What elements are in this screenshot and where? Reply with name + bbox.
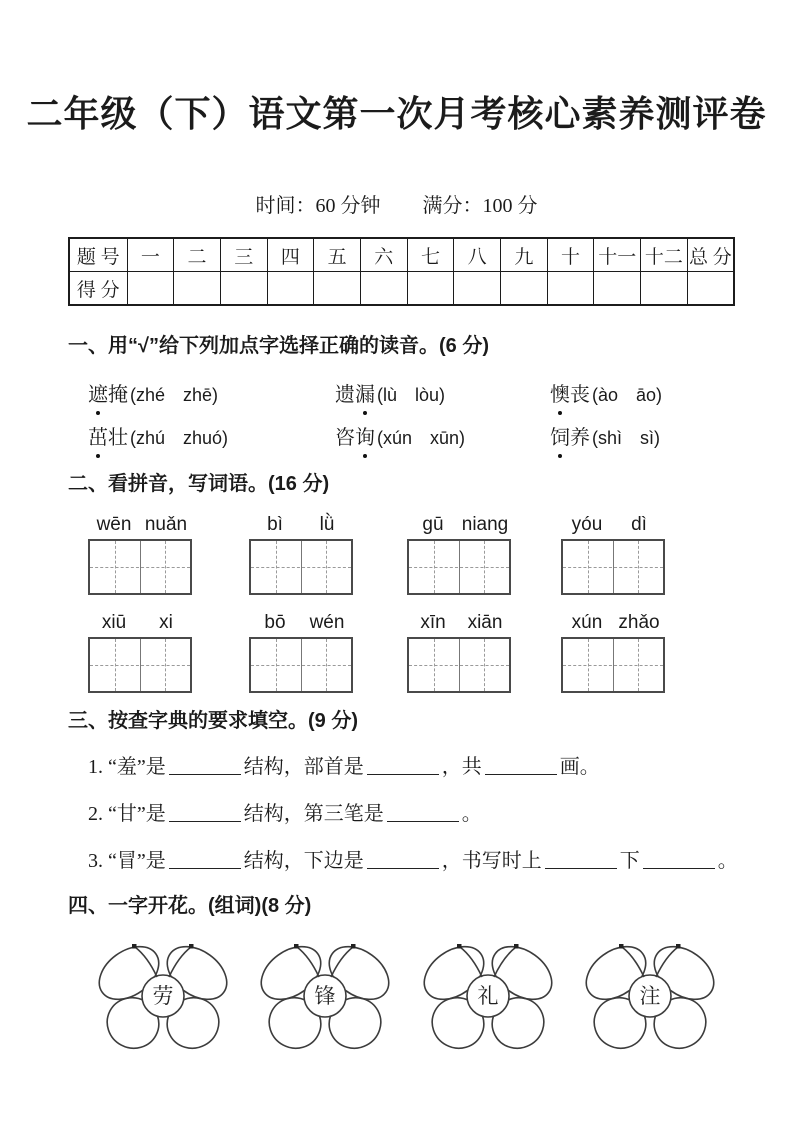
- pinyin-word-group: [249, 612, 353, 693]
- item-text: 3. “冒”是: [88, 850, 166, 872]
- score-cell[interactable]: [174, 272, 221, 306]
- item-text: 结构，第三笔是: [243, 803, 384, 825]
- time-limit-label: 时间：60 分钟: [255, 195, 381, 217]
- pinyin-word-group: [88, 514, 192, 595]
- pinyin-options: (zhé zhē): [130, 385, 219, 405]
- word-text: 饲养: [550, 427, 590, 449]
- column-header: 十二: [641, 238, 688, 272]
- fill-in-blank[interactable]: [169, 849, 241, 869]
- writing-grid[interactable]: [88, 539, 192, 595]
- score-cell[interactable]: [501, 272, 548, 306]
- flower-center-char: 劳: [152, 984, 174, 1008]
- column-header: 九: [501, 238, 548, 272]
- column-header: 八: [454, 238, 501, 272]
- column-header: 总 分: [687, 238, 734, 272]
- pinyin-word-group: [561, 612, 665, 693]
- pinyin-word-group: [249, 514, 353, 595]
- word-text: 咨询: [335, 427, 375, 449]
- score-table-header-row: [69, 238, 734, 272]
- item-text: ，书写时上: [441, 850, 542, 872]
- pinyin-label: wēn nuǎn: [96, 514, 188, 535]
- pronunciation-item[interactable]: [88, 421, 228, 450]
- column-header: 十一: [594, 238, 641, 272]
- dictionary-item: [88, 797, 482, 826]
- pinyin-word-group: [561, 514, 665, 595]
- item-text: 1. “羞”是: [88, 756, 166, 778]
- pinyin-word-group: [407, 514, 511, 595]
- pinyin-options: (ào āo): [592, 385, 663, 405]
- pronunciation-item[interactable]: [335, 378, 445, 407]
- writing-grid[interactable]: [249, 539, 353, 595]
- pinyin-label: bì lǜ: [267, 514, 335, 535]
- section2-heading: 二、看拼音，写词语。(16 分): [68, 473, 330, 495]
- word-flower[interactable]: [413, 936, 563, 1058]
- item-text: ，共: [441, 756, 482, 778]
- column-header: 二: [174, 238, 221, 272]
- writing-grid[interactable]: [249, 637, 353, 693]
- page-title: 二年级（下）语文第一次月考核心素养测评卷: [26, 93, 767, 134]
- item-text: 。: [717, 850, 738, 872]
- column-header: 三: [220, 238, 267, 272]
- score-cell[interactable]: [547, 272, 594, 306]
- word-text: 遮掩: [88, 384, 128, 406]
- dotted-char: 遮: [88, 378, 108, 407]
- item-text: 结构，下边是: [243, 850, 364, 872]
- score-cell[interactable]: [687, 272, 734, 306]
- writing-grid[interactable]: [407, 637, 511, 693]
- pinyin-label: xún zhǎo: [571, 612, 660, 633]
- dotted-char: 饲: [550, 421, 570, 450]
- item-text: 画。: [559, 756, 600, 778]
- fill-in-blank[interactable]: [643, 849, 715, 869]
- score-cell[interactable]: [220, 272, 267, 306]
- dotted-char: 询: [355, 421, 375, 450]
- score-cell[interactable]: [641, 272, 688, 306]
- word-text: 遗漏: [335, 384, 375, 406]
- score-table-score-row: [69, 272, 734, 306]
- fill-in-blank[interactable]: [367, 849, 439, 869]
- fill-in-blank[interactable]: [367, 755, 439, 775]
- column-header: 七: [407, 238, 454, 272]
- score-row-label: 得 分: [69, 272, 127, 306]
- section4-heading: 四、一字开花。(组词)(8 分): [68, 895, 312, 917]
- fill-in-blank[interactable]: [545, 849, 617, 869]
- score-cell[interactable]: [314, 272, 361, 306]
- full-score-label: 满分：100 分: [422, 195, 538, 217]
- writing-grid[interactable]: [88, 637, 192, 693]
- item-text: 。: [461, 803, 482, 825]
- word-flower[interactable]: [88, 936, 238, 1058]
- word-text: 懊丧: [550, 384, 590, 406]
- word-flower[interactable]: [575, 936, 725, 1058]
- pinyin-label: xīn xiān: [420, 612, 503, 633]
- pronunciation-item[interactable]: [335, 421, 465, 450]
- exam-info-line: [0, 189, 793, 218]
- column-header: 六: [360, 238, 407, 272]
- pronunciation-item[interactable]: [88, 378, 218, 407]
- column-header: 四: [267, 238, 314, 272]
- writing-grid[interactable]: [407, 539, 511, 595]
- pinyin-options: (zhú zhuó): [130, 428, 229, 448]
- fill-in-blank[interactable]: [169, 755, 241, 775]
- dictionary-item: [88, 844, 738, 873]
- pinyin-word-group: [407, 612, 511, 693]
- dotted-char: 懊: [550, 378, 570, 407]
- score-cell[interactable]: [360, 272, 407, 306]
- pronunciation-item[interactable]: [550, 378, 662, 407]
- item-text: 结构，部首是: [243, 756, 364, 778]
- pinyin-word-group: [88, 612, 192, 693]
- score-cell[interactable]: [594, 272, 641, 306]
- writing-grid[interactable]: [561, 539, 665, 595]
- section3-heading: 三、按查字典的要求填空。(9 分): [68, 710, 358, 732]
- pinyin-options: (xún xūn): [377, 428, 466, 448]
- flower-center-char: 礼: [477, 984, 499, 1008]
- pinyin-options: (lù lòu): [377, 385, 446, 405]
- column-header: 十: [547, 238, 594, 272]
- section1-heading: 一、用“√”给下列加点字选择正确的读音。(6 分): [68, 335, 489, 357]
- column-header: 五: [314, 238, 361, 272]
- pinyin-label: gū niang: [422, 514, 509, 535]
- flower-center-char: 注: [639, 984, 661, 1008]
- pronunciation-item[interactable]: [550, 421, 660, 450]
- pinyin-label: bō wén: [264, 612, 345, 633]
- fill-in-blank[interactable]: [485, 755, 557, 775]
- pinyin-options: (shì sì): [592, 428, 661, 448]
- score-cell[interactable]: [407, 272, 454, 306]
- word-flower[interactable]: [250, 936, 400, 1058]
- flower-center-char: 锋: [314, 984, 336, 1008]
- score-cell[interactable]: [267, 272, 314, 306]
- question-number-label: 题 号: [69, 238, 127, 272]
- fill-in-blank[interactable]: [387, 802, 459, 822]
- score-table: [68, 237, 735, 306]
- dotted-char: 漏: [355, 378, 375, 407]
- fill-in-blank[interactable]: [169, 802, 241, 822]
- word-text: 茁壮: [88, 427, 128, 449]
- pinyin-label: yóu dì: [571, 514, 647, 535]
- writing-grid[interactable]: [561, 637, 665, 693]
- score-cell[interactable]: [454, 272, 501, 306]
- pinyin-label: xiū xi: [101, 612, 173, 633]
- dictionary-item: [88, 750, 600, 779]
- score-cell[interactable]: [127, 272, 174, 306]
- column-header: 一: [127, 238, 174, 272]
- item-text: 下: [619, 850, 640, 872]
- item-text: 2. “甘”是: [88, 803, 166, 825]
- dotted-char: 茁: [88, 421, 108, 450]
